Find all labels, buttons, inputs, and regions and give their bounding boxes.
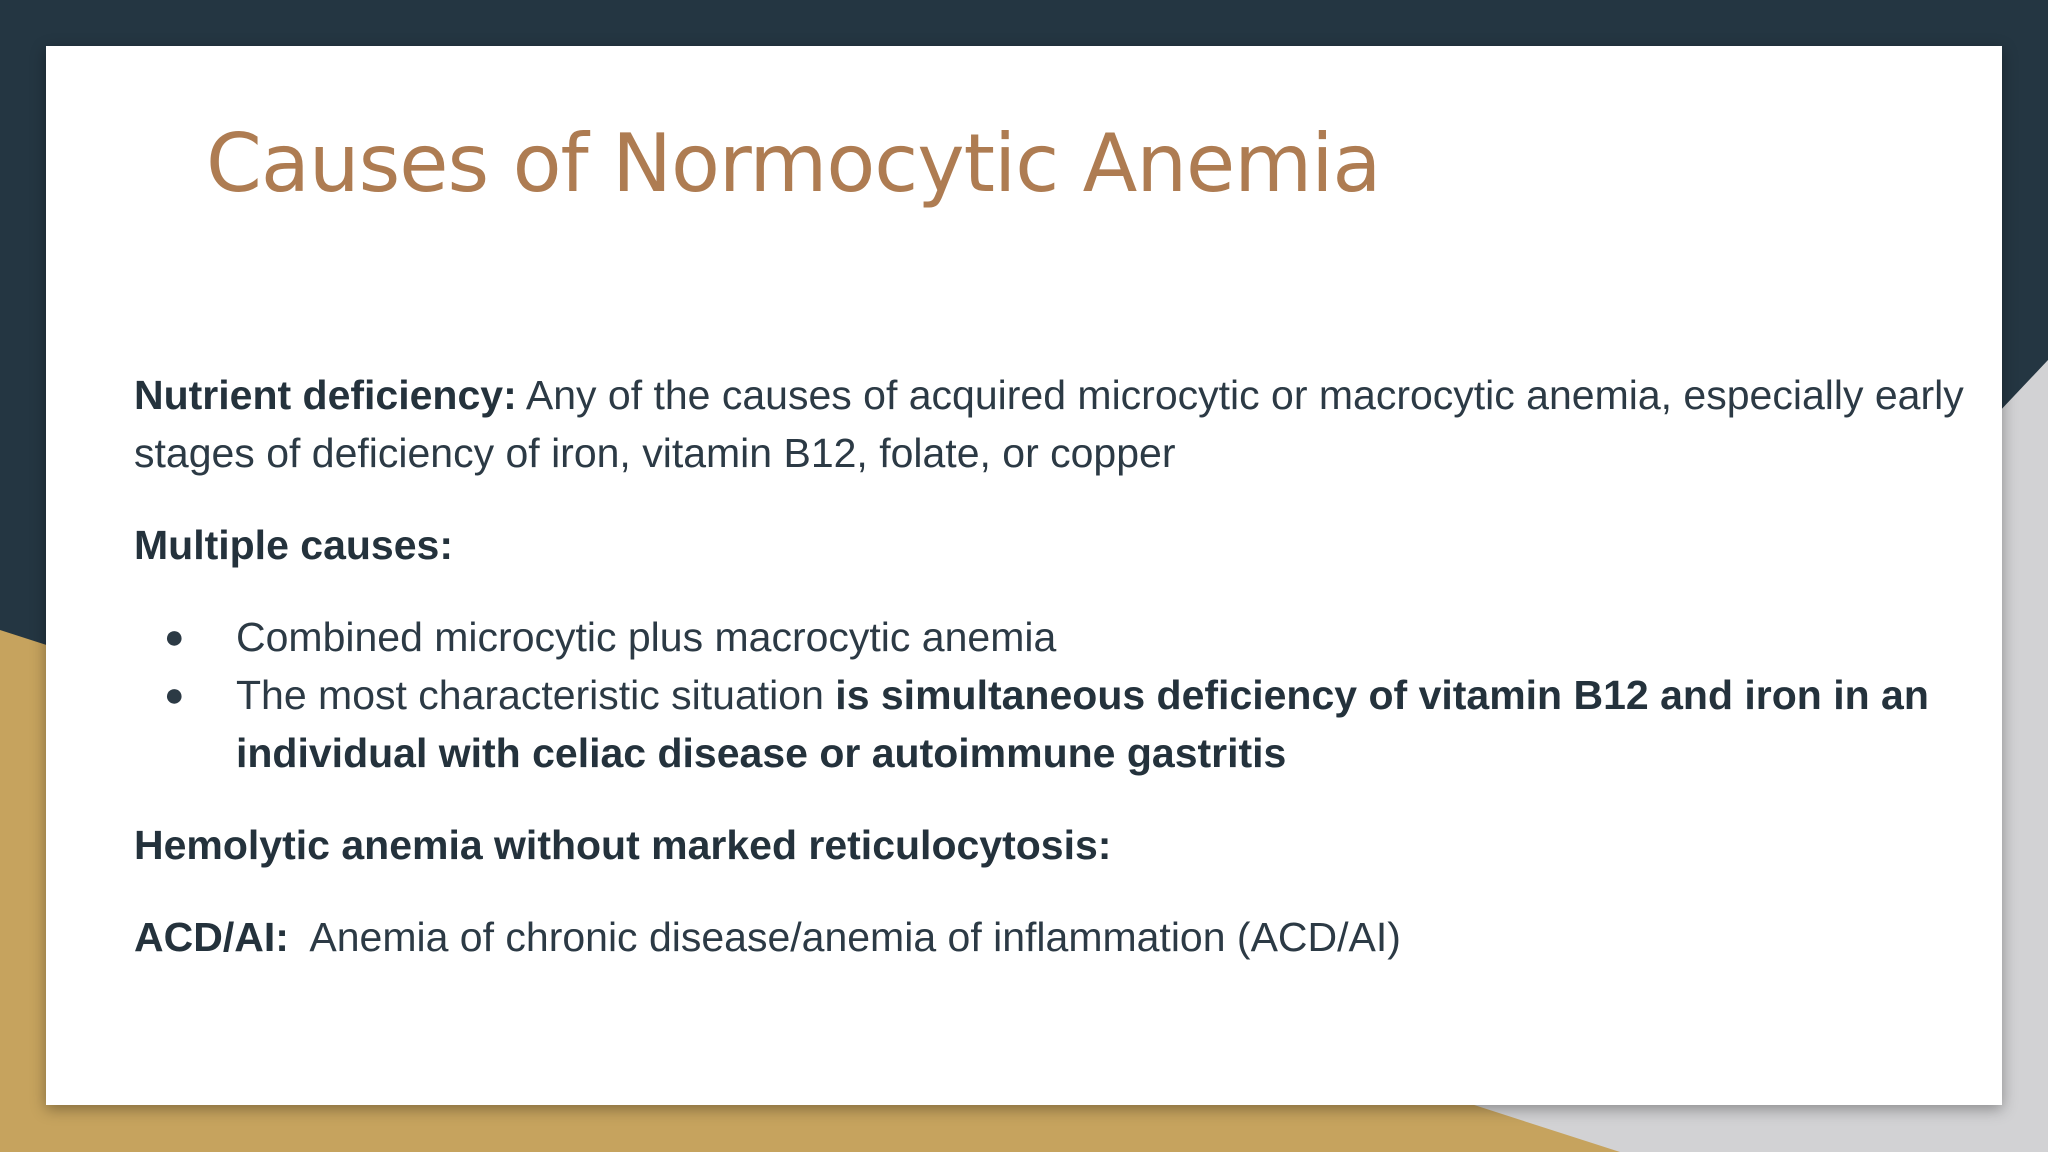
bullet-text: The most characteristic situation xyxy=(236,672,836,718)
list-item xyxy=(134,666,1964,782)
spacer xyxy=(134,482,1964,516)
nutrient-deficiency-text: Any of the causes of acquired microcytic or macrocytic anemia, especially early stages of deficiency of iron, vitamin B12, folate, or copper xyxy=(134,372,1964,476)
bullet-icon: ● xyxy=(164,618,185,656)
nutrient-deficiency-label: Nutrient deficiency: xyxy=(134,372,517,418)
spacer xyxy=(134,874,1964,908)
hemolytic-anemia-heading: Hemolytic anemia without marked reticulocytosis: xyxy=(134,822,1112,868)
list-item xyxy=(134,608,1964,666)
multiple-causes-list xyxy=(134,608,1964,782)
nutrient-deficiency-paragraph xyxy=(134,366,1964,482)
multiple-causes-heading: Multiple causes: xyxy=(134,522,453,568)
spacer xyxy=(134,574,1964,608)
bullet-icon: ● xyxy=(164,676,185,714)
slide xyxy=(46,46,2002,1105)
acd-ai-label: ACD/AI: xyxy=(134,914,289,960)
acd-ai-text: Anemia of chronic disease/anemia of inflammation (ACD/AI) xyxy=(288,914,1401,960)
slide-body xyxy=(134,366,1964,966)
bullet-bold-text: is simultaneous deficiency of vitamin B12 and iron in an individual with celiac disease or autoimmune gastritis xyxy=(236,672,1929,776)
bullet-text: Combined microcytic plus macrocytic anemia xyxy=(236,614,1057,660)
acd-ai-paragraph xyxy=(134,908,1964,966)
spacer xyxy=(134,782,1964,816)
slide-title: Causes of Normocytic Anemia xyxy=(206,117,1381,210)
